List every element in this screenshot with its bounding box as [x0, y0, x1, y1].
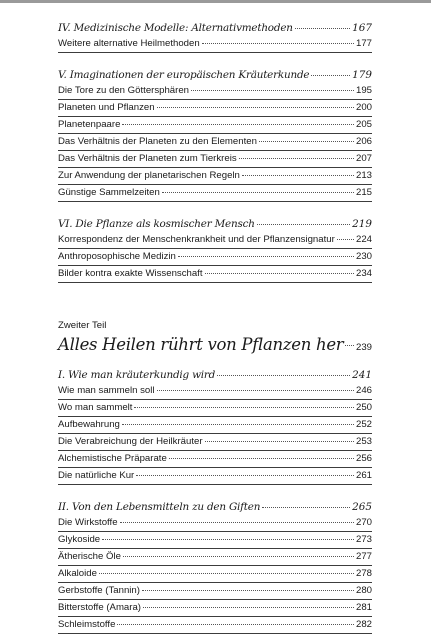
page-number: 195	[355, 85, 372, 96]
toc-entry[interactable]	[58, 532, 372, 549]
page-number: 265	[352, 501, 372, 513]
entry-title: Gerbstoffe (Tannin)	[58, 585, 140, 596]
page-number: 207	[355, 153, 372, 164]
section-heading-vi[interactable]	[58, 216, 372, 232]
page-number: 205	[355, 119, 372, 130]
page-number: 234	[355, 268, 372, 279]
leader-dots	[122, 124, 354, 125]
entry-title: Günstige Sammelzeiten	[58, 187, 160, 198]
toc-entry[interactable]	[58, 468, 372, 485]
entry-title: Ätherische Öle	[58, 551, 121, 562]
entry-title: Schleimstoffe	[58, 619, 116, 630]
toc-entry[interactable]	[58, 168, 372, 185]
leader-dots	[136, 475, 354, 476]
page-number: 246	[355, 385, 372, 396]
toc-entry[interactable]	[58, 451, 372, 468]
toc-entry[interactable]	[58, 617, 372, 634]
entry-title: Glykoside	[58, 534, 101, 545]
page-number: 215	[355, 187, 372, 198]
entry-title: Alkaloide	[58, 568, 97, 579]
leader-dots	[205, 273, 354, 274]
page-number: 278	[355, 568, 372, 579]
page-number: 239	[355, 342, 372, 353]
table-of-contents	[58, 20, 372, 634]
leader-dots	[311, 75, 350, 76]
entry-title: Die Verabreichung der Heilkräuter	[58, 436, 203, 447]
leader-dots	[217, 375, 350, 376]
leader-dots	[202, 43, 354, 44]
toc-entry[interactable]	[58, 83, 372, 100]
toc-entry[interactable]	[58, 36, 372, 53]
page-number: 280	[355, 585, 372, 596]
entry-title: Planetenpaare	[58, 119, 121, 130]
entry-title: Das Verhältnis der Planeten zum Tierkreis	[58, 153, 237, 164]
leader-dots	[157, 107, 354, 108]
leader-dots	[122, 424, 354, 425]
leader-dots	[205, 441, 354, 442]
leader-dots	[191, 90, 354, 91]
section-title: V. Imaginationen der europäischen Kräuterkunde	[58, 69, 310, 81]
part-label: Zweiter Teil	[58, 320, 107, 331]
leader-dots	[242, 175, 354, 176]
page-number: 177	[355, 38, 372, 49]
leader-dots	[345, 345, 354, 346]
toc-entry[interactable]	[58, 417, 372, 434]
toc-entry[interactable]	[58, 151, 372, 168]
leader-dots	[259, 141, 354, 142]
leader-dots	[123, 556, 354, 557]
leader-dots	[102, 539, 354, 540]
page-number: 256	[355, 453, 372, 464]
page-number: 167	[352, 22, 372, 34]
toc-entry[interactable]	[58, 600, 372, 617]
leader-dots	[142, 590, 354, 591]
page-number: 261	[355, 470, 372, 481]
section-heading-v[interactable]	[58, 67, 372, 83]
page-number: 200	[355, 102, 372, 113]
toc-entry[interactable]	[58, 249, 372, 266]
entry-title: Die Wirkstoffe	[58, 517, 118, 528]
page-number: 273	[355, 534, 372, 545]
leader-dots	[262, 507, 350, 508]
page-number: 282	[355, 619, 372, 630]
entry-title: Wie man sammeln soll	[58, 385, 155, 396]
page-number: 241	[352, 369, 372, 381]
leader-dots	[337, 239, 354, 240]
section-title: IV. Medizinische Modelle: Alternativmethoden	[58, 22, 293, 34]
page-number: 281	[355, 602, 372, 613]
entry-title: Bilder kontra exakte Wissenschaft	[58, 268, 203, 279]
page-number: 179	[352, 69, 372, 81]
leader-dots	[99, 573, 354, 574]
entry-title: Weitere alternative Heilmethoden	[58, 38, 200, 49]
entry-title: Alchemistische Präparate	[58, 453, 167, 464]
section-heading-iv[interactable]	[58, 20, 372, 36]
top-rule	[0, 0, 431, 3]
toc-entry[interactable]	[58, 566, 372, 583]
toc-entry[interactable]	[58, 232, 372, 249]
leader-dots	[178, 256, 354, 257]
page-number: 250	[355, 402, 372, 413]
page-number: 224	[355, 234, 372, 245]
entry-title: Bitterstoffe (Amara)	[58, 602, 141, 613]
leader-dots	[162, 192, 354, 193]
entry-title: Korrespondenz der Menschenkrankheit und der Pflanzensignatur	[58, 234, 335, 245]
leader-dots	[257, 224, 350, 225]
page-number: 230	[355, 251, 372, 262]
entry-title: Wo man sammelt	[58, 402, 133, 413]
leader-dots	[239, 158, 354, 159]
toc-entry[interactable]	[58, 434, 372, 451]
part-title[interactable]	[58, 333, 372, 357]
entry-title: Aufbewahrung	[58, 419, 120, 430]
toc-entry[interactable]	[58, 100, 372, 117]
entry-title: Die natürliche Kur	[58, 470, 135, 481]
toc-entry[interactable]	[58, 549, 372, 566]
part-title-text: Alles Heilen rührt von Pflanzen her	[58, 335, 344, 354]
leader-dots	[157, 390, 354, 391]
section-title: II. Von den Lebensmitteln zu den Giften	[58, 501, 261, 513]
page-number: 219	[352, 218, 372, 230]
entry-title: Die Tore zu den Göttersphären	[58, 85, 190, 96]
section-heading-ii[interactable]	[58, 499, 372, 515]
entry-title: Anthroposophische Medizin	[58, 251, 176, 262]
page-number: 253	[355, 436, 372, 447]
page-number: 213	[355, 170, 372, 181]
toc-entry[interactable]	[58, 266, 372, 283]
entry-title: Das Verhältnis der Planeten zu den Elementen	[58, 136, 257, 147]
toc-entry[interactable]	[58, 400, 372, 417]
toc-entry[interactable]	[58, 583, 372, 600]
leader-dots	[143, 607, 354, 608]
page-number: 206	[355, 136, 372, 147]
entry-title: Planeten und Pflanzen	[58, 102, 155, 113]
toc-entry[interactable]	[58, 185, 372, 202]
section-title: VI. Die Pflanze als kosmischer Mensch	[58, 218, 255, 230]
leader-dots	[120, 522, 354, 523]
entry-title: Zur Anwendung der planetarischen Regeln	[58, 170, 240, 181]
leader-dots	[169, 458, 354, 459]
page-number: 252	[355, 419, 372, 430]
section-heading-i[interactable]	[58, 367, 372, 383]
toc-entry[interactable]	[58, 117, 372, 134]
leader-dots	[117, 624, 354, 625]
toc-entry[interactable]	[58, 383, 372, 400]
page-number: 270	[355, 517, 372, 528]
leader-dots	[134, 407, 354, 408]
toc-entry[interactable]	[58, 515, 372, 532]
page-number: 277	[355, 551, 372, 562]
leader-dots	[295, 28, 350, 29]
section-title: I. Wie man kräuterkundig wird	[58, 369, 216, 381]
toc-entry[interactable]	[58, 134, 372, 151]
